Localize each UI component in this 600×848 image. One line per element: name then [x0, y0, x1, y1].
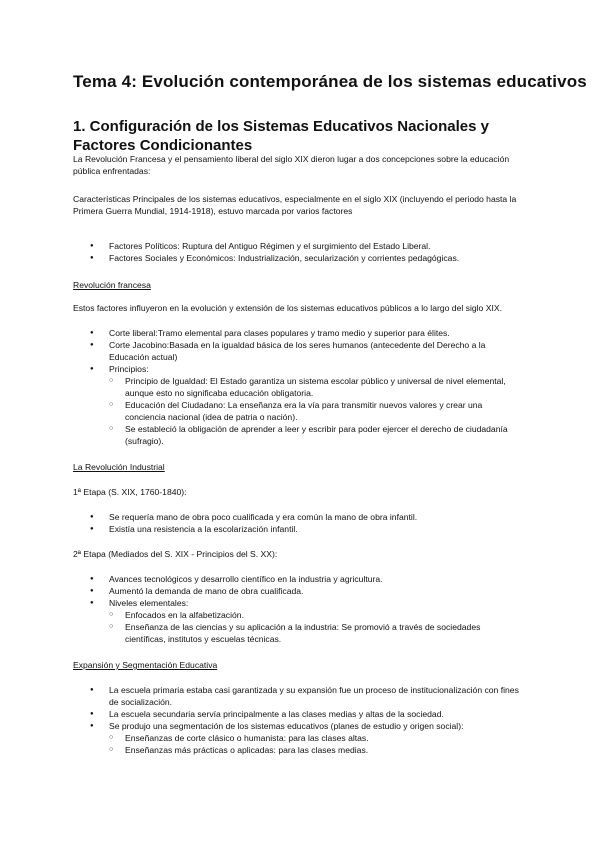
sub-list-item: ○ Enfocados en la alfabetización. [109, 609, 523, 621]
sub-list-item: ○ Enseñanzas más prácticas o aplicadas: para las clases medias. [109, 744, 523, 756]
list-item: ● Factores Políticos: Ruptura del Antiguo Régimen y el surgimiento del Estado Liberal. [73, 240, 523, 252]
page-title: Tema 4: Evolución contemporánea de los sistemas educativos [73, 72, 587, 91]
levels-list [109, 609, 523, 645]
factors-list [73, 240, 523, 264]
expansion-list [73, 684, 523, 756]
list-item: ● Se requería mano de obra poco cualificada y era común la mano de obra infantil. [73, 511, 523, 523]
sub-list-item: ○ Se estableció la obligación de aprender a leer y escribir para poder ejercer el derecho de ciudadanía (sufragio). [109, 423, 523, 447]
list-item [73, 720, 523, 756]
segmentation-list [109, 732, 523, 756]
subsection-heading-expansion: Expansión y Segmentación Educativa [73, 660, 218, 670]
characteristics-paragraph: Características Principales de los sistemas educativos, especialmente en el siglo XIX (incluyendo el periodo hasta la Primera Guerra Mundial, 1914-1918), estuvo marcada por varios factores [73, 194, 517, 216]
list-item: ● Corte liberal:Tramo elemental para clases populares y tramo medio y superior para élites. [73, 327, 523, 339]
list-item: ● La escuela secundaria servía principalmente a las clases medias y altas de la sociedad. [73, 708, 523, 720]
list-item: ● Aumentó la demanda de mano de obra cualificada. [73, 585, 523, 597]
french-revolution-intro: Estos factores influyeron en la evolución y extensión de los sistemas educativos públicos a lo largo del siglo XIX. [73, 303, 502, 313]
list-item: ● Existía una resistencia a la escolarización infantil. [73, 523, 523, 535]
sub-list-item: ○ Educación del Ciudadano: La enseñanza era la vía para transmitir nuevos valores y crear una conciencia nacional (idea de patria o nación). [109, 399, 523, 423]
sub-list-item: ○ Enseñanzas de corte clásico o humanista: para las clases altas. [109, 732, 523, 744]
list-item: ● Factores Sociales y Económicos: Industrialización, secularización y corrientes pedagógicas. [73, 252, 523, 264]
list-item-label: Principios: [109, 364, 149, 374]
stage2-label: 2ª Etapa (Mediados del S. XIX - Principios del S. XX): [73, 549, 278, 559]
sub-list-item: ○ Principio de Igualdad: El Estado garantiza un sistema escolar público y universal de nivel elemental, aunque esto no significaba educación obligatoria. [109, 375, 523, 399]
principles-list [109, 375, 523, 447]
stage1-list [73, 511, 523, 535]
section-heading: 1. Configuración de los Sistemas Educativos Nacionales y Factores Condicionantes [73, 118, 489, 154]
subsection-heading-industrial-revolution: La Revolución Industrial [73, 462, 165, 472]
list-item-label: Se produjo una segmentación de los sistemas educativos (planes de estudio y origen social): [109, 721, 464, 731]
stage1-label: 1ª Etapa (S. XIX, 1760-1840): [73, 487, 187, 497]
intro-paragraph: La Revolución Francesa y el pensamiento liberal del siglo XIX dieron lugar a dos concepciones sobre la educación pública enfrentadas: [73, 154, 510, 176]
french-revolution-list [73, 327, 523, 447]
subsection-heading-french-revolution: Revolución francesa [73, 280, 151, 290]
list-item: ● La escuela primaria estaba casi garantizada y su expansión fue un proceso de institucionalización con fines de socialización. [73, 684, 523, 708]
list-item-label: Niveles elementales: [109, 598, 189, 608]
list-item [73, 363, 523, 447]
list-item [73, 597, 523, 645]
sub-list-item: ○ Enseñanza de las ciencias y su aplicación a la industria: Se promovió a través de sociedades científicas, institutos y escuelas técnicas. [109, 621, 523, 645]
list-item: ● Avances tecnológicos y desarrollo científico en la industria y agricultura. [73, 573, 523, 585]
list-item: ● Corte Jacobino:Basada en la igualdad básica de los seres humanos (antecedente del Derecho a la Educación actual) [73, 339, 523, 363]
stage2-list [73, 573, 523, 645]
